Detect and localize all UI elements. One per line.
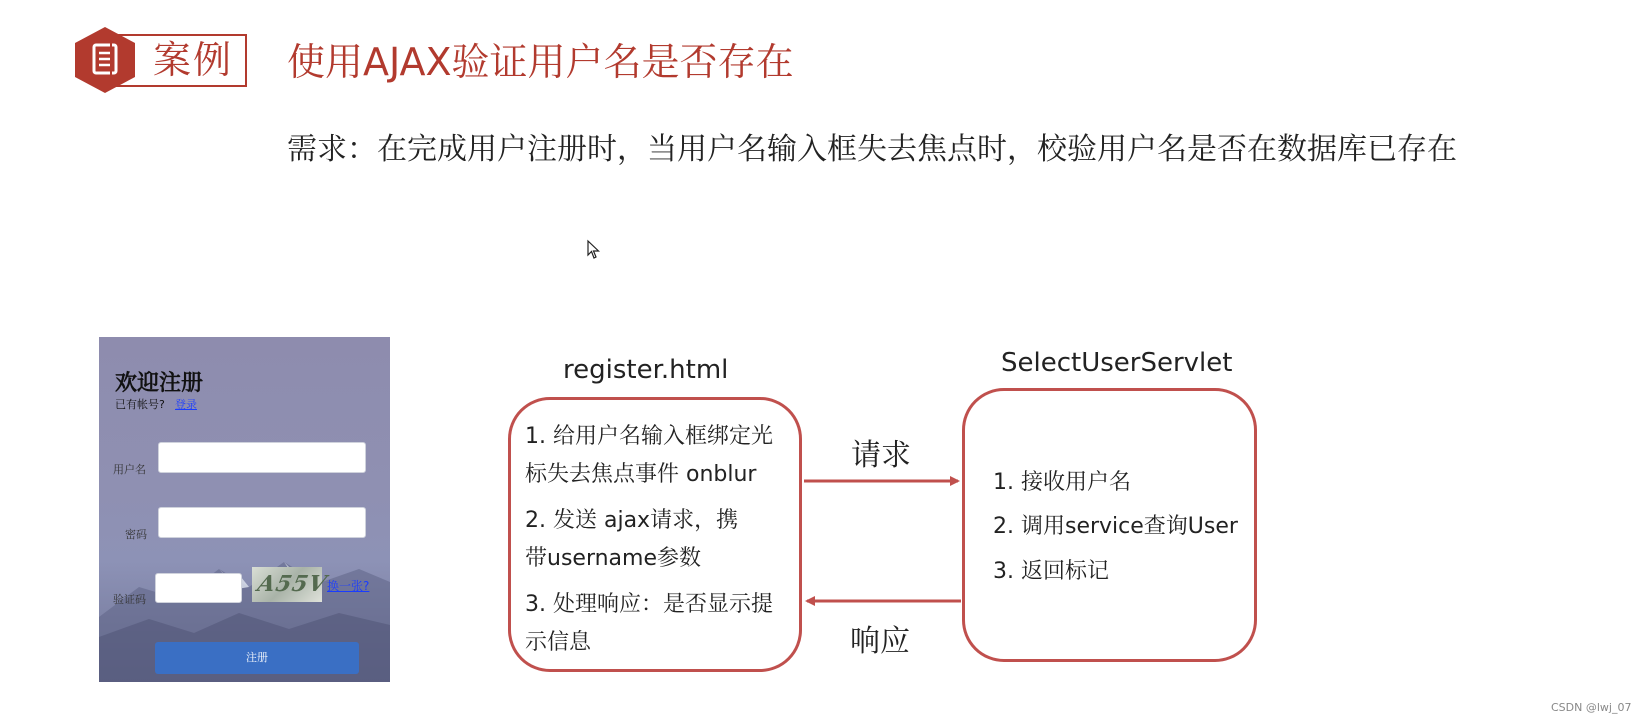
captcha-image[interactable] (252, 567, 330, 602)
server-step-3: 3. 返回标记 (993, 559, 1109, 584)
refresh-captcha-link[interactable]: 换一张? (327, 579, 370, 593)
response-label: 响应 (850, 624, 910, 659)
watermark: CSDN @lwj_07 (1551, 701, 1632, 714)
server-step-1: 1. 接收用户名 (993, 470, 1131, 495)
captcha-input[interactable] (155, 573, 242, 603)
username-input[interactable] (158, 442, 366, 473)
slide-title: 使用AJAX验证用户名是否存在 (287, 40, 794, 84)
client-step-3: 3. 处理响应：是否显示提示信息 (525, 592, 773, 655)
client-step-2: 2. 发送 ajax请求，携带username参数 (525, 508, 739, 571)
server-step-2: 2. 调用service查询User (993, 514, 1238, 539)
password-label: 密码 (125, 528, 147, 541)
captcha-code: A55V (255, 571, 330, 597)
server-node-box (962, 388, 1257, 662)
captcha-label: 验证码 (113, 593, 146, 606)
have-account-text: 已有帐号? (115, 398, 165, 411)
register-submit-button[interactable]: 注册 (155, 642, 359, 674)
requirement-text: 需求：在完成用户注册时，当用户名输入框失去焦点时，校验用户名是否在数据库已存在 (287, 132, 1457, 167)
form-title: 欢迎注册 (115, 371, 204, 396)
password-input[interactable] (158, 507, 366, 538)
username-label: 用户名 (113, 463, 146, 476)
request-label: 请求 (851, 438, 911, 473)
mouse-cursor-icon (587, 240, 601, 260)
server-node-label: SelectUserServlet (1001, 348, 1233, 378)
client-node-box (508, 397, 802, 672)
register-form-screenshot (99, 337, 390, 682)
case-badge-label: 案例 (153, 38, 234, 82)
client-step-1: 1. 给用户名输入框绑定光标失去焦点事件 onblur (525, 424, 773, 487)
client-node-label: register.html (563, 355, 729, 385)
login-link[interactable]: 登录 (175, 398, 197, 411)
